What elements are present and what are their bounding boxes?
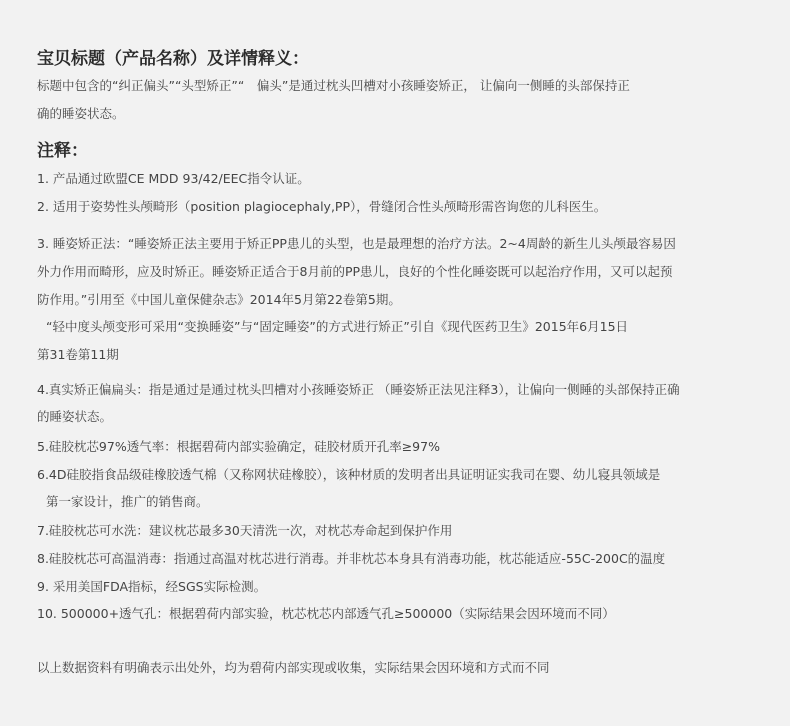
note-10: 10. 500000+透气孔：根据碧荷内部实验，枕芯枕芯内部透气孔≥500000（实际结果会因环境而不同）	[37, 606, 615, 621]
note-9: 9. 采用美国FDA指标，经SGS实际检测。	[37, 579, 267, 594]
note-3-line-4: “轻中度头颅变形可采用“变换睡姿”与“固定睡姿”的方式进行矫正”引自《现代医药卫生》2015年6月15日	[46, 319, 629, 334]
note-8: 8.硅胶枕芯可高温消毒：指通过高温对枕芯进行消毒。并非枕芯本身具有消毒功能，枕芯能适应-55C-200C的温度	[37, 551, 666, 566]
note-2: 2. 适用于姿势性头颅畸形（position plagiocephaly,PP），骨缝闭合性头颅畸形需咨询您的儿科医生。	[37, 199, 607, 214]
note-3-line-1: 3. 睡姿矫正法：“睡姿矫正法主要用于矫正PP患儿的头型，也是最理想的治疗方法。2~4周龄的新生儿头颅最容易因	[37, 236, 676, 251]
footer-disclaimer: 以上数据资料有明确表示出处外，均为碧荷内部实现或收集，实际结果会因环境和方式而不同	[37, 660, 550, 675]
note-6-line-1: 6.4D硅胶指食品级硅橡胶透气棉（又称网状硅橡胶），该种材质的发明者出具证明证实我司在婴、幼儿寝具领域是	[37, 467, 661, 482]
note-3-line-2: 外力作用而畸形，应及时矫正。睡姿矫正适合于8月前的PP患儿，良好的个性化睡姿既可以起治疗作用，又可以起预	[37, 264, 673, 279]
note-6-line-2: 第一家设计，推广的销售商。	[46, 494, 209, 509]
intro-line-2: 确的睡姿状态。	[37, 106, 125, 121]
note-1: 1. 产品通过欧盟CE MDD 93/42/EEC指令认证。	[37, 171, 310, 186]
note-7: 7.硅胶枕芯可水洗：建议枕芯最多30天清洗一次，对枕芯寿命起到保护作用	[37, 523, 453, 538]
note-4-line-2: 的睡姿状态。	[37, 409, 113, 424]
notes-heading: 注释：	[37, 141, 88, 161]
note-4-line-1: 4.真实矫正偏扁头：指是通过是通过枕头凹槽对小孩睡姿矫正 （睡姿矫正法见注释3），让偏向一侧睡的头部保持正确	[37, 382, 680, 397]
note-3-line-5: 第31卷第11期	[37, 347, 119, 362]
intro-line-1: 标题中包含的“纠正偏头”“头型矫正”“ 偏头”是通过枕头凹槽对小孩睡姿矫正， 让偏向一侧睡的头部保持正	[37, 78, 630, 93]
note-5: 5.硅胶枕芯97%透气率：根据碧荷内部实验确定，硅胶材质开孔率≥97%	[37, 439, 440, 454]
page-title: 宝贝标题（产品名称）及详情释义：	[37, 49, 309, 69]
note-3-line-3: 防作用。”引用至《中国儿童保健杂志》2014年5月第22卷第5期。	[37, 292, 401, 307]
